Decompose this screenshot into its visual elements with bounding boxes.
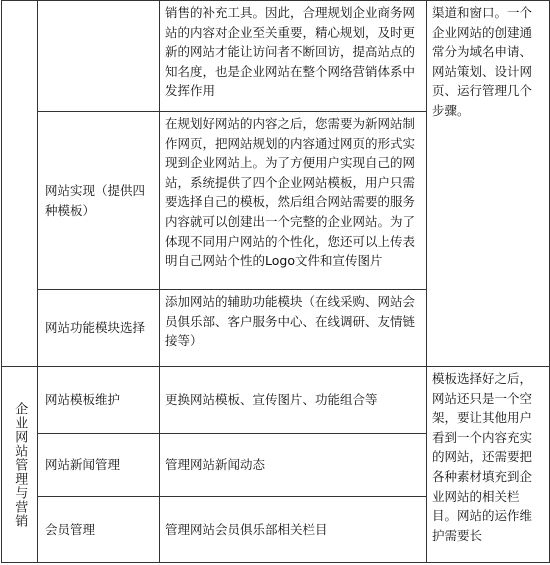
description-cell: 添加网站的辅助功能模块（在线采购、网站会员俱乐部、客户服务中心、在线调研、友情链接等）	[160, 290, 427, 367]
note-cell: 模板选择好之后，网站还只是一个空架，要让其他用户看到一个内容充实的网站，还需要把各种素材填充到企业网站的相关栏目。网站的运作维护需要长	[427, 367, 550, 563]
category-cell-empty	[2, 1, 38, 367]
description-cell: 更换网站模板、宣传图片、功能组合等	[160, 367, 427, 434]
item-cell-empty	[38, 1, 160, 112]
content-table	[1, 0, 550, 563]
description-cell: 管理网站新闻动态	[160, 434, 427, 497]
category-cell	[2, 367, 38, 563]
item-cell: 网站实现（提供四种模板）	[38, 112, 160, 290]
description-cell: 销售的补充工具。因此，合理规划企业商务网站的内容对企业至关重要，精心规划，及时更新的网站才能让访问者不断回访，提高站点的知名度，也是企业网站在整个网络营销体系中发挥作用	[160, 1, 427, 112]
item-cell: 网站模板维护	[38, 367, 160, 434]
description-cell: 在规划好网站的内容之后，您需要为新网站制作网页，把网站规划的内容通过网页的形式实现到企业网站上。为了方便用户实现自己的网站，系统提供了四个企业网站模板，用户只需要选择自己的模板，然后组合网站需要的服务内容就可以创建出一个完整的企业网站。为了体现不同用户网站的个性化，您还可以上传表明自己网站个性的Logo文件和宣传图片	[160, 112, 427, 290]
item-cell: 网站功能模块选择	[38, 290, 160, 367]
note-cell: 渠道和窗口。一个企业网站的创建通常分为域名申请、网站策划、设计网页、运行管理几个步骤。	[427, 1, 550, 367]
table-row-template-maintenance	[2, 367, 550, 434]
item-cell: 会员管理	[38, 497, 160, 563]
table-row-top	[2, 1, 550, 112]
category-label: 企业网站管理与营销	[12, 401, 28, 528]
description-cell: 管理网站会员俱乐部相关栏目	[160, 497, 427, 563]
item-cell: 网站新闻管理	[38, 434, 160, 497]
